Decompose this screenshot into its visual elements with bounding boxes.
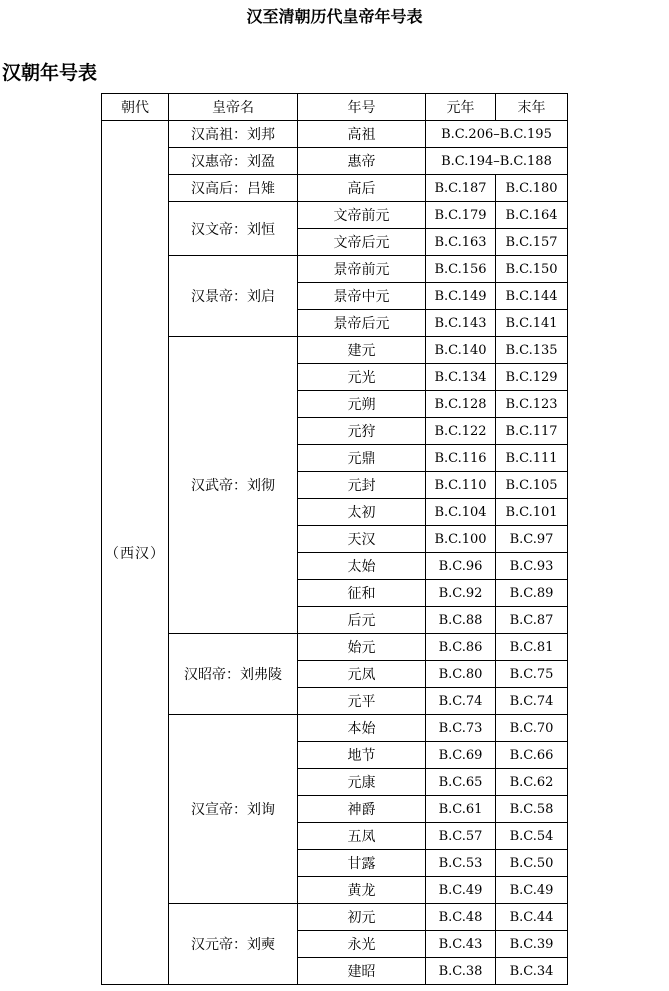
era-name-cell: 元凤 [298,661,426,688]
end-year-cell: B.C.89 [496,580,568,607]
end-year-cell: B.C.75 [496,661,568,688]
end-year-cell: B.C.105 [496,472,568,499]
era-name-cell: 高后 [298,175,426,202]
end-year-cell: B.C.62 [496,769,568,796]
table-row [102,904,568,931]
start-year-cell: B.C.179 [426,202,496,229]
era-name-cell: 元康 [298,769,426,796]
end-year-cell: B.C.93 [496,553,568,580]
start-year-cell: B.C.122 [426,418,496,445]
end-year-cell: B.C.157 [496,229,568,256]
era-name-cell: 景帝前元 [298,256,426,283]
start-year-cell: B.C.96 [426,553,496,580]
era-name-cell: 太初 [298,499,426,526]
end-year-cell: B.C.66 [496,742,568,769]
start-year-cell: B.C.104 [426,499,496,526]
table-row [102,121,568,148]
end-year-cell: B.C.141 [496,310,568,337]
year-range-cell: B.C.194–B.C.188 [426,148,568,175]
start-year-cell: B.C.69 [426,742,496,769]
era-name-cell: 景帝后元 [298,310,426,337]
end-year-cell: B.C.87 [496,607,568,634]
start-year-cell: B.C.88 [426,607,496,634]
start-year-cell: B.C.156 [426,256,496,283]
start-year-cell: B.C.92 [426,580,496,607]
end-year-cell: B.C.144 [496,283,568,310]
emperor-name-cell: 汉武帝：刘彻 [169,337,298,634]
era-name-cell: 元光 [298,364,426,391]
era-name-cell: 征和 [298,580,426,607]
start-year-cell: B.C.143 [426,310,496,337]
start-year-cell: B.C.48 [426,904,496,931]
end-year-cell: B.C.97 [496,526,568,553]
era-name-cell: 始元 [298,634,426,661]
era-name-cell: 元鼎 [298,445,426,472]
era-name-cell: 永光 [298,931,426,958]
table-row [102,715,568,742]
emperor-name-cell: 汉宣帝：刘询 [169,715,298,904]
emperor-name-cell: 汉元帝：刘奭 [169,904,298,985]
start-year-cell: B.C.86 [426,634,496,661]
table-row [102,148,568,175]
table-row [102,337,568,364]
start-year-cell: B.C.149 [426,283,496,310]
header-dynasty: 朝代 [102,94,169,121]
end-year-cell: B.C.123 [496,391,568,418]
end-year-cell: B.C.50 [496,850,568,877]
era-name-cell: 初元 [298,904,426,931]
era-name-cell: 建昭 [298,958,426,985]
era-name-cell: 高祖 [298,121,426,148]
section-heading: 汉朝年号表 [2,62,98,84]
end-year-cell: B.C.39 [496,931,568,958]
era-name-cell: 天汉 [298,526,426,553]
era-name-cell: 地节 [298,742,426,769]
table-row [102,256,568,283]
era-name-cell: 景帝中元 [298,283,426,310]
end-year-cell: B.C.150 [496,256,568,283]
document-title: 汉至清朝历代皇帝年号表 [246,7,423,26]
era-name-cell: 文帝后元 [298,229,426,256]
end-year-cell: B.C.129 [496,364,568,391]
start-year-cell: B.C.128 [426,391,496,418]
header-start-year: 元年 [426,94,496,121]
header-era-name: 年号 [298,94,426,121]
era-name-cell: 惠帝 [298,148,426,175]
start-year-cell: B.C.110 [426,472,496,499]
start-year-cell: B.C.43 [426,931,496,958]
start-year-cell: B.C.187 [426,175,496,202]
start-year-cell: B.C.65 [426,769,496,796]
dynasty-cell: （西汉） [102,121,169,985]
era-name-cell: 元封 [298,472,426,499]
end-year-cell: B.C.49 [496,877,568,904]
start-year-cell: B.C.38 [426,958,496,985]
era-name-cell: 元狩 [298,418,426,445]
era-name-cell: 建元 [298,337,426,364]
start-year-cell: B.C.116 [426,445,496,472]
era-name-cell: 太始 [298,553,426,580]
end-year-cell: B.C.101 [496,499,568,526]
start-year-cell: B.C.100 [426,526,496,553]
era-name-cell: 黄龙 [298,877,426,904]
start-year-cell: B.C.74 [426,688,496,715]
end-year-cell: B.C.70 [496,715,568,742]
start-year-cell: B.C.163 [426,229,496,256]
start-year-cell: B.C.80 [426,661,496,688]
end-year-cell: B.C.81 [496,634,568,661]
end-year-cell: B.C.34 [496,958,568,985]
end-year-cell: B.C.135 [496,337,568,364]
era-name-cell: 元朔 [298,391,426,418]
table-header-row [102,94,568,121]
era-name-cell: 文帝前元 [298,202,426,229]
end-year-cell: B.C.58 [496,796,568,823]
table-row [102,175,568,202]
start-year-cell: B.C.49 [426,877,496,904]
end-year-cell: B.C.54 [496,823,568,850]
emperor-name-cell: 汉高后：吕雉 [169,175,298,202]
era-name-cell: 本始 [298,715,426,742]
table-row [102,202,568,229]
emperor-name-cell: 汉惠帝：刘盈 [169,148,298,175]
header-emperor: 皇帝名 [169,94,298,121]
end-year-cell: B.C.111 [496,445,568,472]
end-year-cell: B.C.164 [496,202,568,229]
start-year-cell: B.C.61 [426,796,496,823]
emperor-name-cell: 汉昭帝：刘弗陵 [169,634,298,715]
start-year-cell: B.C.57 [426,823,496,850]
emperor-name-cell: 汉高祖：刘邦 [169,121,298,148]
start-year-cell: B.C.140 [426,337,496,364]
era-name-cell: 元平 [298,688,426,715]
start-year-cell: B.C.53 [426,850,496,877]
era-name-cell: 后元 [298,607,426,634]
era-name-cell: 甘露 [298,850,426,877]
end-year-cell: B.C.44 [496,904,568,931]
table-body [102,121,568,985]
emperor-name-cell: 汉文帝：刘恒 [169,202,298,256]
era-name-cell: 五凤 [298,823,426,850]
table-row [102,634,568,661]
end-year-cell: B.C.180 [496,175,568,202]
era-name-cell: 神爵 [298,796,426,823]
end-year-cell: B.C.117 [496,418,568,445]
header-end-year: 末年 [496,94,568,121]
start-year-cell: B.C.73 [426,715,496,742]
end-year-cell: B.C.74 [496,688,568,715]
emperor-name-cell: 汉景帝：刘启 [169,256,298,337]
reign-title-table [101,93,568,985]
start-year-cell: B.C.134 [426,364,496,391]
year-range-cell: B.C.206–B.C.195 [426,121,568,148]
